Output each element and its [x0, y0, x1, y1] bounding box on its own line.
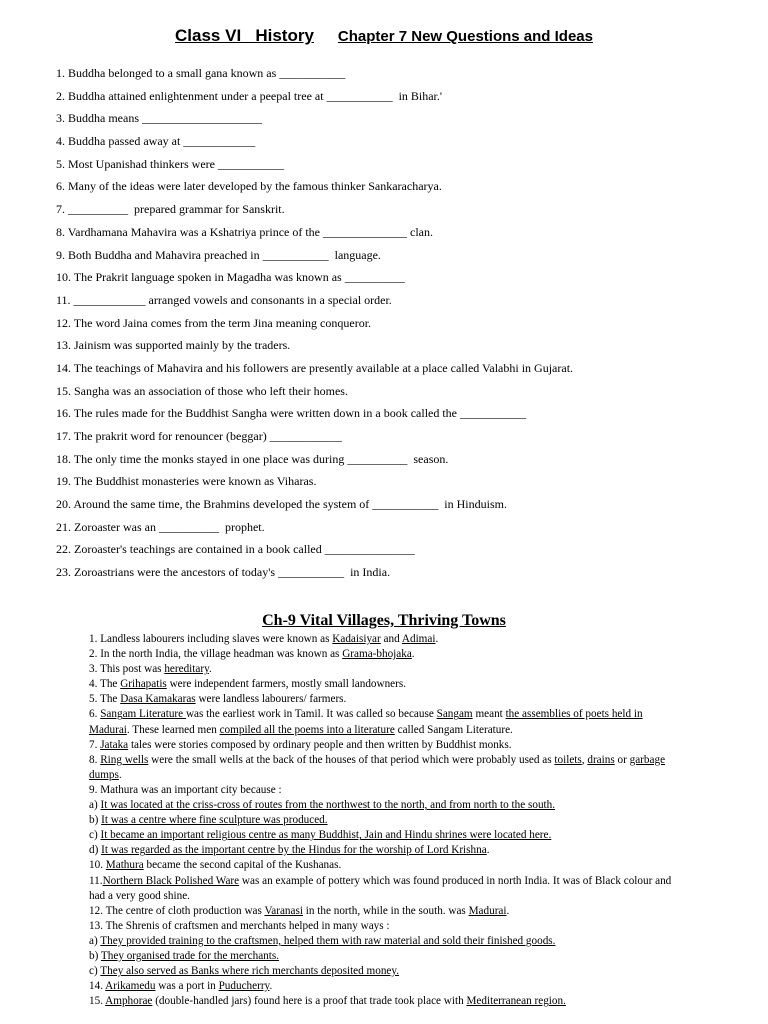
question-item: 11. ____________ arranged vowels and consonants in a special order. [56, 292, 392, 307]
underlined-answer-text: hereditary [164, 663, 209, 676]
answer-text: or [614, 753, 630, 766]
chapter9-title: Ch-9 Vital Villages, Thriving Towns [262, 612, 506, 629]
underlined-answer-text: It became an important religious centre as many Buddhist, Jain and Hindu shrines were located here. [100, 829, 552, 842]
answer-item [89, 783, 684, 798]
underlined-answer-text: Madurai [468, 904, 507, 917]
answer-text: was the earliest work in Tamil. It was called so because [185, 708, 437, 721]
answer-text: meant [472, 708, 506, 721]
answer-text: tales were stories composed by ordinary people and then written by Buddhist monks. [128, 738, 512, 751]
answer-text: 7. [89, 738, 101, 751]
answer-text: became the second capital of the Kushanas. [143, 859, 342, 872]
answer-item [89, 738, 684, 753]
answer-item [89, 858, 684, 873]
question-item: 21. Zoroaster was an __________ prophet. [56, 519, 265, 534]
question-item: 3. Buddha means ____________________ [56, 111, 262, 126]
answer-item [89, 647, 684, 662]
question-item: 8. Vardhamana Mahavira was a Kshatriya prince of the ______________ clan. [56, 224, 433, 239]
underlined-answer-text: Kadaisiyar [332, 633, 381, 645]
answer-text: 6. [89, 708, 101, 721]
question-item: 4. Buddha passed away at ____________ [56, 134, 256, 149]
answer-item [89, 828, 684, 843]
underlined-answer-text: Arikamedu [105, 980, 156, 993]
question-item: 9. Both Buddha and Mahavira preached in ___________ language. [56, 247, 381, 262]
question-item: 7. __________ prepared grammar for Sanskrit. [56, 202, 285, 217]
answer-text: b) [89, 814, 102, 827]
answer-text: was a port in [155, 980, 219, 993]
answer-text: called Sangam Literature. [394, 723, 513, 736]
underlined-answer-text: Adimai [401, 633, 436, 645]
underlined-answer-text: garbage dumps [89, 753, 666, 781]
underlined-answer-text: Jataka [100, 738, 129, 751]
answer-text: were the small wells at the back of the houses of that period which were probably used as [148, 753, 555, 766]
answer-text: 12. The centre of cloth production was [89, 904, 265, 917]
answer-item [89, 632, 684, 647]
chapter-title: Chapter 7 New Questions and Ideas [337, 28, 593, 45]
answer-text: were landless labourers/ farmers. [195, 693, 347, 706]
question-item: 1. Buddha belonged to a small gana known as ___________ [56, 66, 346, 80]
answer-item [89, 677, 684, 692]
underlined-answer-text: It was regarded as the important centre by the Hindus for the worship of Lord Krishna [101, 844, 487, 857]
answer-item [89, 798, 684, 813]
underlined-answer-text: It was a centre where fine sculpture was produced. [101, 814, 328, 827]
answer-text: and [380, 633, 402, 645]
chapter9-answer-list [89, 632, 684, 1009]
class-title: Class VI History [175, 26, 314, 45]
answer-item [89, 979, 684, 994]
answer-text: in the north, while in the south. was [302, 904, 469, 917]
question-item: 10. The Prakrit language spoken in Magadha was known as __________ [56, 270, 405, 285]
answer-item [89, 964, 684, 979]
underlined-answer-text: Dasa Kamakaras [120, 693, 196, 706]
answer-text: d) [89, 844, 102, 857]
underlined-answer-text: drains [587, 753, 615, 766]
question-item: 16. The rules made for the Buddhist Sangha were written down in a book called the ___________ [56, 406, 527, 421]
answer-text: 3. This post was [89, 663, 165, 676]
question-item: 2. Buddha attained enlightenment under a peepal tree at ___________ in Bihar.' [56, 88, 443, 103]
answer-item [89, 753, 684, 783]
answer-text: . [506, 904, 510, 917]
underlined-answer-text: compiled all the poems into a literature [219, 723, 395, 736]
answer-item [89, 934, 684, 949]
answer-text: 11. [89, 874, 103, 887]
question-item: 18. The only time the monks stayed in one place was during __________ season. [56, 451, 449, 466]
answer-item [89, 904, 684, 919]
answer-text: 13. The Shrenis of craftsmen and merchants helped in many ways : [89, 919, 390, 932]
answer-item [89, 662, 684, 677]
underlined-answer-text: Grama-bhojaka [342, 648, 412, 661]
question-list [56, 66, 756, 588]
question-item: 13. Jainism was supported mainly by the traders. [56, 338, 291, 353]
question-item: 14. The teachings of Mahavira and his followers are presently available at a place called Valabhi in Gujarat. [56, 360, 574, 375]
underlined-answer-text: They organised trade for the merchants. [100, 949, 280, 962]
question-item: 20. Around the same time, the Brahmins developed the system of ___________ in Hinduism. [56, 497, 507, 512]
answer-text: 8. [89, 753, 101, 766]
answer-text: a) [89, 934, 101, 947]
underlined-answer-text: Ring wells [100, 753, 149, 766]
answer-item [89, 919, 684, 934]
question-item: 5. Most Upanishad thinkers were ___________ [56, 156, 284, 171]
underlined-answer-text: They provided training to the craftsmen, helped them with raw material and sold their finished goods. [100, 934, 556, 947]
answer-item [89, 874, 684, 904]
page-header [0, 26, 768, 46]
answer-text: was an example of pottery which was found produced in north India. It was of Black colour and had a very good shine. [89, 874, 672, 902]
answer-text: . [411, 648, 415, 661]
answer-text: . [118, 768, 122, 781]
answer-text: b) [89, 949, 101, 962]
answer-item [89, 813, 684, 828]
answer-text: . [486, 844, 490, 857]
answer-text: c) [89, 829, 101, 842]
question-item: 17. The prakrit word for renouncer (beggar) ____________ [56, 429, 342, 443]
question-item: 22. Zoroaster's teachings are contained in a book called _______________ [56, 542, 415, 557]
underlined-answer-text: Amphorae [105, 995, 153, 1008]
answer-item [89, 707, 684, 737]
answer-text: (double-handled jars) found here is a proof that trade took place with [152, 995, 467, 1008]
underlined-answer-text: Sangam [436, 708, 473, 721]
underlined-answer-text: toilets [554, 753, 582, 766]
answer-text: . [269, 980, 273, 993]
underlined-answer-text: Grihapatis [120, 678, 167, 691]
answer-item [89, 692, 684, 707]
answer-text: 9. Mathura was an important city because : [89, 783, 282, 796]
answer-item [89, 949, 684, 964]
answer-text: 10. [89, 859, 106, 872]
underlined-answer-text: Mediterranean region. [466, 995, 566, 1008]
answer-text: 4. The [89, 678, 121, 691]
underlined-answer-text: Northern Black Polished Ware [102, 874, 240, 887]
answer-text: a) [89, 799, 101, 812]
underlined-answer-text: Mathura [105, 859, 144, 872]
underlined-answer-text: Varanasi [264, 904, 303, 917]
underlined-answer-text: the assemblies of poets held in Madurai [89, 708, 643, 736]
underlined-answer-text: Puducherry [218, 980, 270, 993]
answer-item [89, 994, 684, 1009]
answer-text: . [435, 633, 439, 645]
answer-text: 5. The [89, 693, 121, 706]
answer-text: were independent farmers, mostly small landowners. [166, 678, 407, 691]
underlined-answer-text: Sangam Literature [100, 708, 186, 721]
answer-item [89, 843, 684, 858]
underlined-answer-text: They also served as Banks where rich merchants deposited money. [100, 965, 400, 978]
question-item: 6. Many of the ideas were later developed by the famous thinker Sankaracharya. [56, 179, 442, 194]
answer-text: . [208, 663, 212, 676]
question-item: 23. Zoroastrians were the ancestors of today's ___________ in India. [56, 565, 391, 580]
question-item: 15. Sangha was an association of those who left their homes. [56, 383, 348, 398]
answer-text: . These learned men [126, 723, 220, 736]
answer-text: 1. Landless labourers including slaves were known as [89, 633, 333, 645]
underlined-answer-text: It was located at the criss-cross of routes from the northwest to the north, and from north to the south. [100, 799, 556, 812]
answer-text: 2. In the north India, the village headman was known as [89, 648, 343, 661]
question-item: 19. The Buddhist monasteries were known as Viharas. [56, 474, 317, 489]
answer-text: c) [89, 965, 101, 978]
answer-text: 14. [89, 980, 106, 993]
answer-text: , [581, 753, 588, 766]
question-item: 12. The word Jaina comes from the term Jina meaning conqueror. [56, 315, 372, 330]
answer-text: 15. [89, 995, 106, 1008]
